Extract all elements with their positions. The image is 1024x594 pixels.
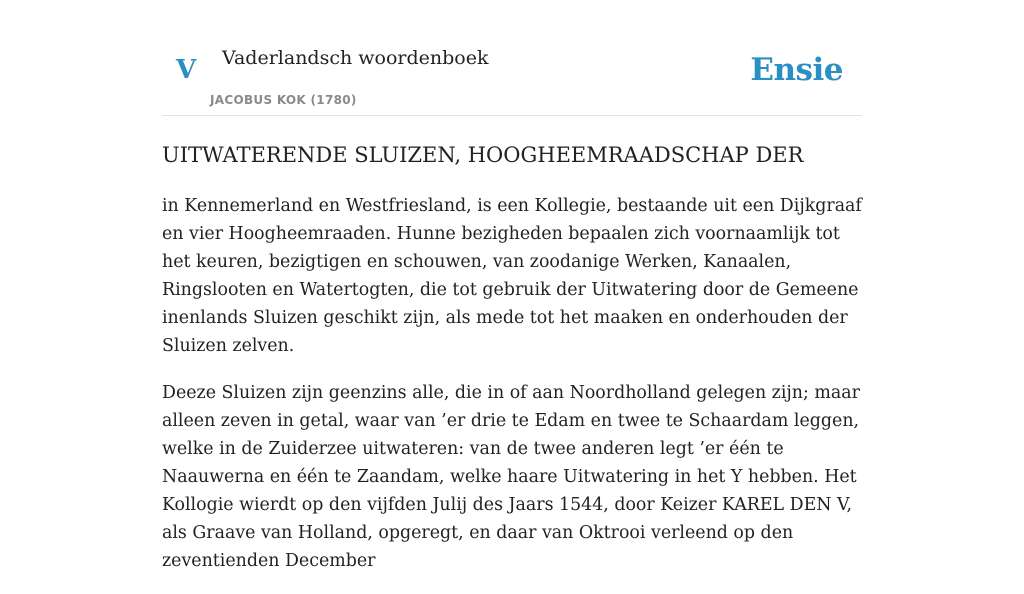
- entry-paragraph: in Kennemerland en Westfriesland, is een Kollegie, bestaande uit een Dijkgraaf en vier Hoogheemraaden. Hunne bezigheden bepaalen zich voornaamlijk tot het keuren, bezigtigen en schouwen, van zoodanige Werken, Kanaalen, Ringslooten en Watertogten, die tot gebruik der Uitwatering door de Gemeene inenlands Sluizen geschikt zijn, als mede tot het maaken en onderhouden der Sluizen zelven.: [162, 196, 862, 356]
- ensie-logo-link[interactable]: Ensie: [750, 52, 843, 88]
- letter-index-link[interactable]: V: [176, 55, 197, 85]
- entry-title: UITWATERENDE SLUIZEN, HOOGHEEMRAADSCHAP DER: [162, 143, 804, 167]
- book-author: JACOBUS KOK (1780): [210, 93, 357, 107]
- entry-body: [162, 192, 864, 594]
- entry-paragraph: Deeze Sluizen zijn geenzins alle, die in of aan Noordholland gelegen zijn; maar alleen zeven in getal, waar van ’er drie te Edam en twee te Schaardam leggen, welke in de Zuiderzee uitwateren: van de twee anderen legt ’er één te Naauwerna en één te Zaandam, welke haare Uitwatering in het Y hebben. Het Kollogie wierdt op den vijfden Julij des Jaars 1544, door Keizer KAREL DEN V, als Graave van Holland, opgeregt, en daar van Oktrooi verleend op den zeventienden December: [162, 383, 860, 571]
- book-title-link[interactable]: Vaderlandsch woordenboek: [222, 47, 489, 69]
- book-header: [162, 40, 862, 116]
